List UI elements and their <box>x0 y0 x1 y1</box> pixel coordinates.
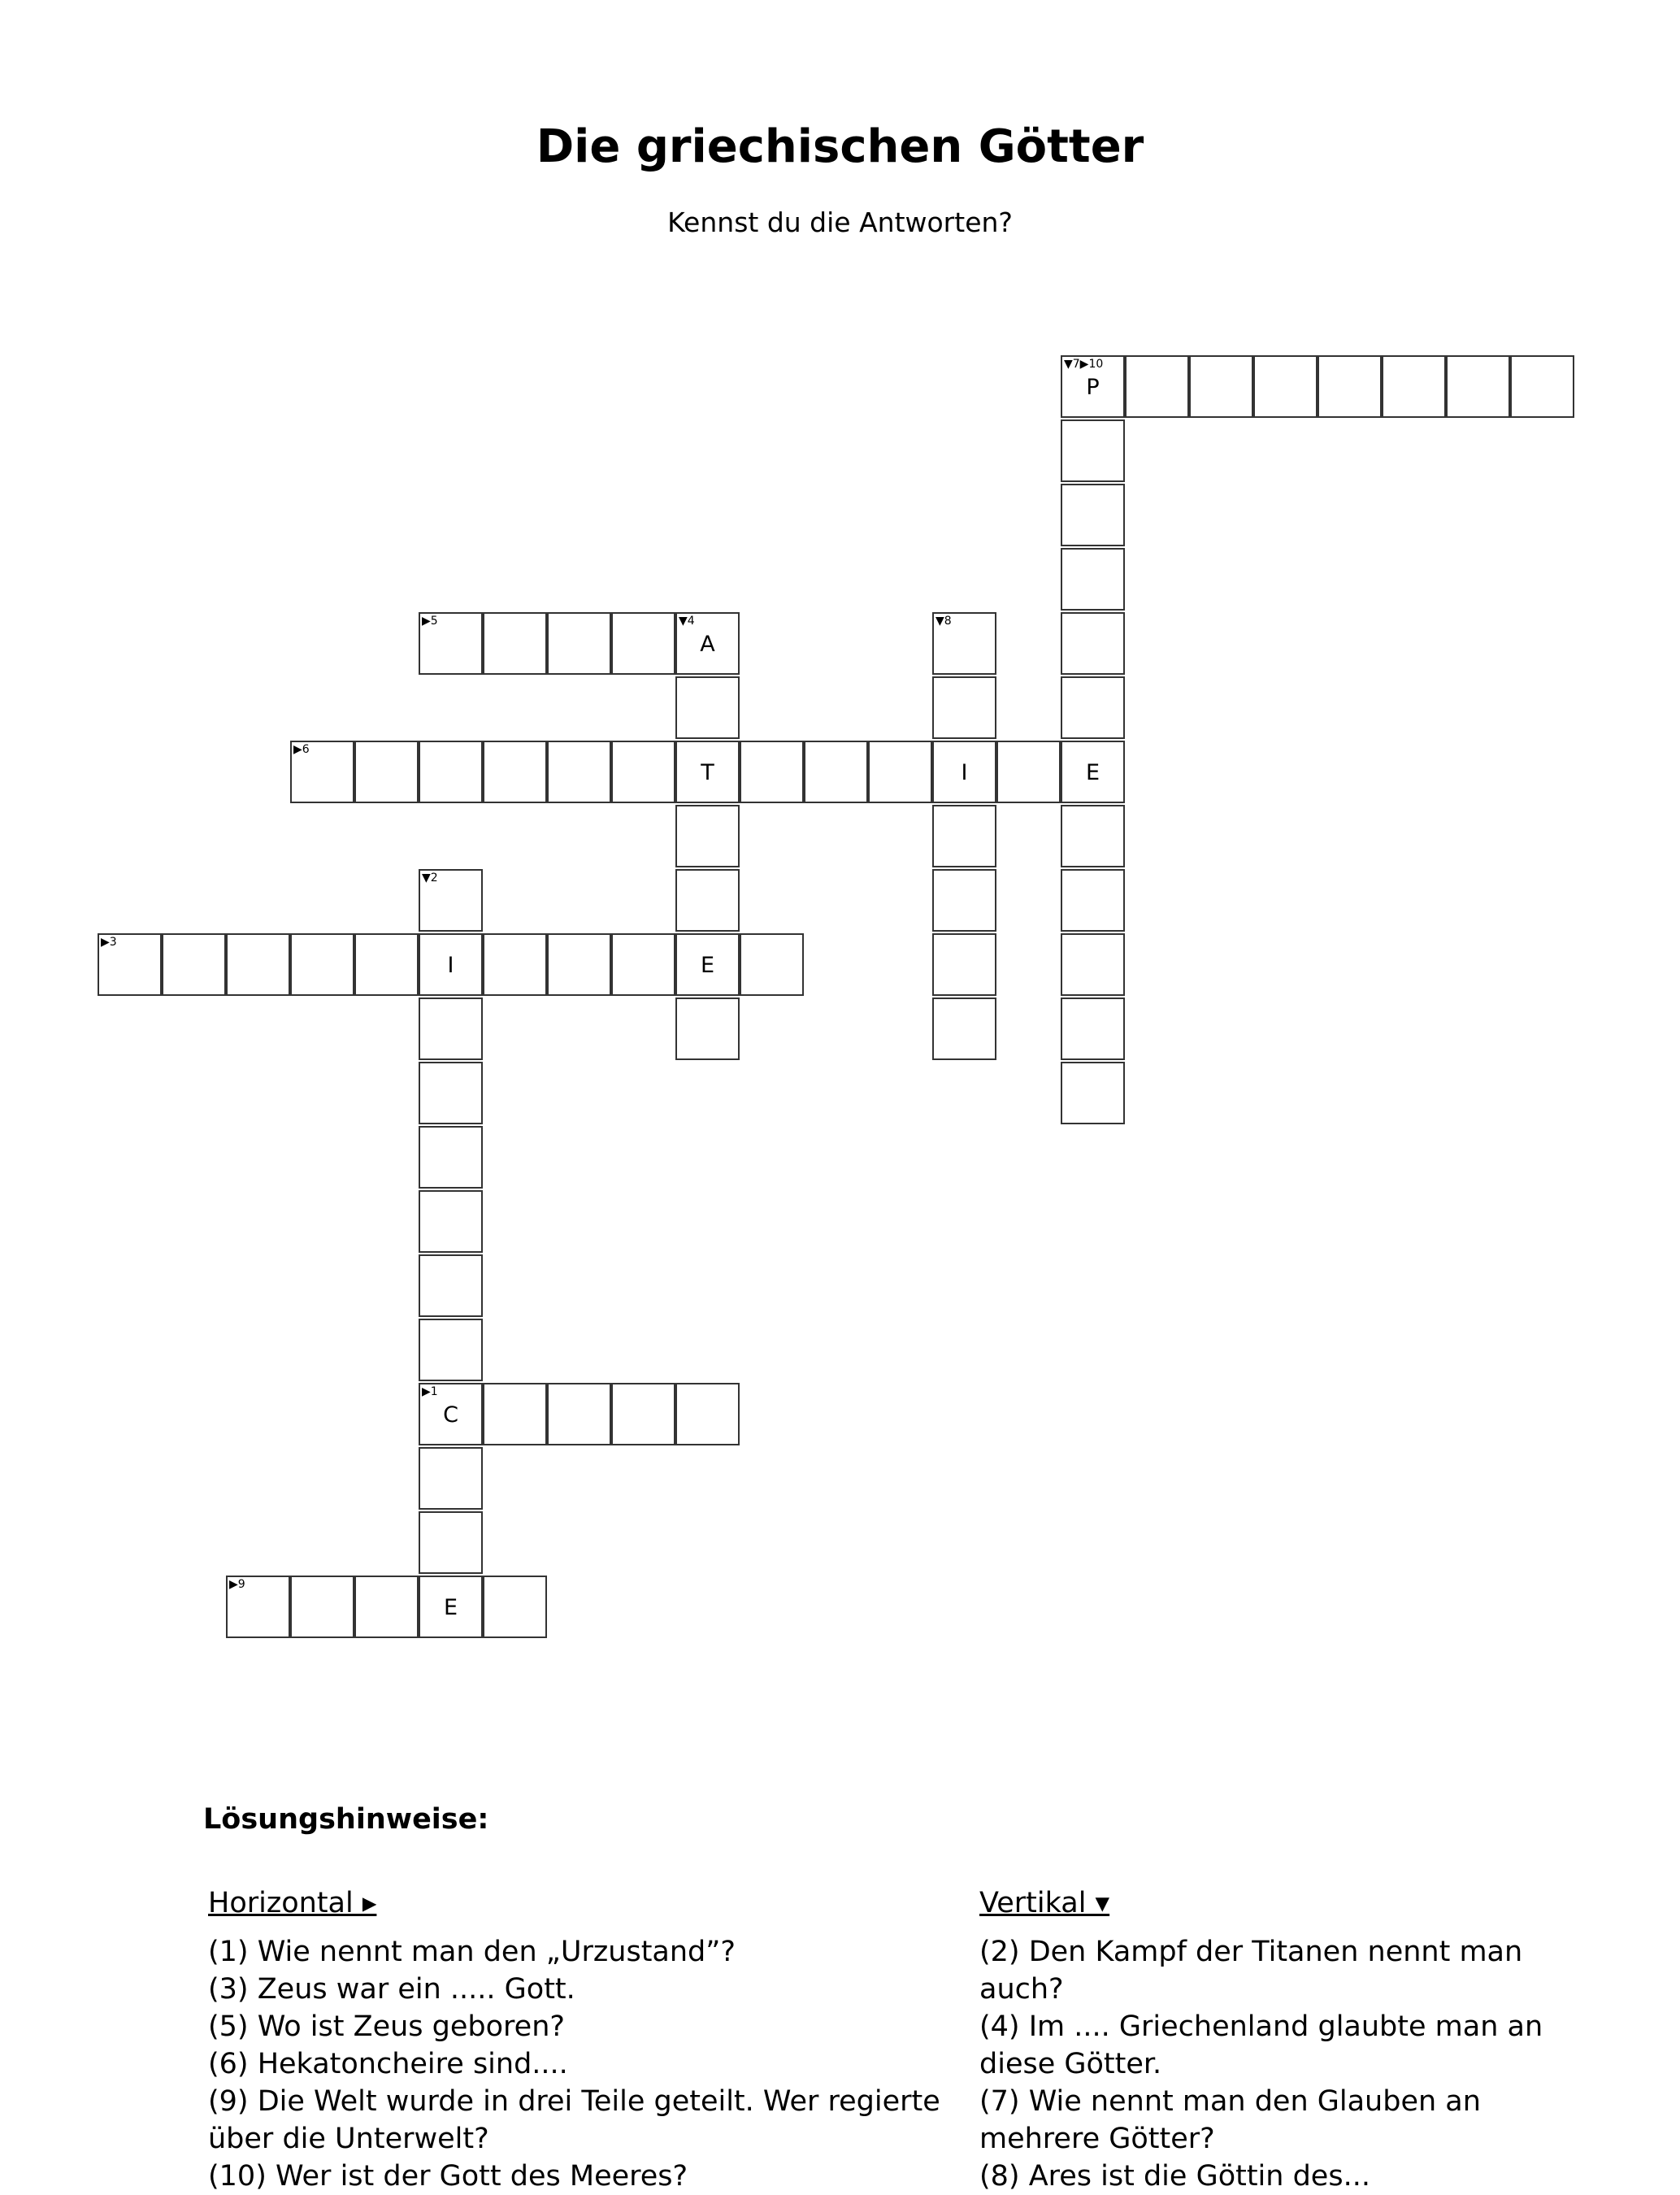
crossword-cell[interactable] <box>675 998 740 1060</box>
crossword-cell[interactable] <box>1061 869 1125 932</box>
crossword-cell[interactable] <box>804 741 868 803</box>
crossword-cell[interactable] <box>675 612 740 675</box>
crossword-cell[interactable] <box>483 1576 547 1638</box>
crossword-cell[interactable] <box>611 933 675 996</box>
crossword-cell[interactable] <box>1189 355 1253 418</box>
horizontal-clues <box>208 1884 956 2195</box>
clue-number: ▼4 <box>679 615 695 628</box>
crossword-cell[interactable] <box>1061 419 1125 482</box>
crossword-cell[interactable] <box>290 741 354 803</box>
given-letter: P <box>1086 375 1100 400</box>
clue-horizontal-1: (1) Wie nennt man den „Urzustand”? <box>208 1936 736 1968</box>
crossword-cell[interactable] <box>1510 355 1574 418</box>
crossword-cell[interactable] <box>419 612 483 675</box>
vertical-clues <box>979 1884 1565 2195</box>
crossword-cell[interactable] <box>419 1254 483 1317</box>
crossword-cell[interactable] <box>483 741 547 803</box>
crossword-cell[interactable] <box>483 1383 547 1445</box>
clue-vertical-7: (7) Wie nennt man den Glauben an mehrere Götter? <box>979 2085 1481 2155</box>
crossword-cell[interactable] <box>419 998 483 1060</box>
crossword-cell[interactable] <box>932 676 996 739</box>
crossword-cell[interactable] <box>675 869 740 932</box>
given-letter: C <box>443 1402 458 1428</box>
crossword-cell[interactable] <box>1061 355 1125 418</box>
crossword-cell[interactable] <box>419 1576 483 1638</box>
crossword-cell[interactable] <box>1061 998 1125 1060</box>
crossword-cell[interactable] <box>354 1576 419 1638</box>
clue-number: ▼7▶10 <box>1064 358 1104 371</box>
crossword-cell[interactable] <box>98 933 162 996</box>
clue-vertical-4: (4) Im .... Griechenland glaubte man an diese Götter. <box>979 2010 1543 2080</box>
crossword-cell[interactable] <box>1061 548 1125 611</box>
clue-horizontal-5: (5) Wo ist Zeus geboren? <box>208 2010 565 2043</box>
clue-number: ▼8 <box>936 615 952 628</box>
crossword-cell[interactable] <box>290 933 354 996</box>
given-letter: A <box>700 632 715 657</box>
crossword-cell[interactable] <box>419 1319 483 1381</box>
given-letter: T <box>701 760 714 785</box>
crossword-cell[interactable] <box>740 741 804 803</box>
crossword-cell[interactable] <box>1382 355 1446 418</box>
crossword-cell[interactable] <box>1253 355 1318 418</box>
given-letter: E <box>443 1595 458 1620</box>
crossword-cell[interactable] <box>675 933 740 996</box>
crossword-cell[interactable] <box>547 933 611 996</box>
crossword-cell[interactable] <box>419 1126 483 1189</box>
clue-number: ▼2 <box>422 871 438 885</box>
vertical-heading: Vertikal ▾ <box>979 1887 1110 1919</box>
clue-vertical-8: (8) Ares ist die Göttin des... <box>979 2160 1370 2193</box>
crossword-cell[interactable] <box>1061 933 1125 996</box>
crossword-cell[interactable] <box>1061 484 1125 546</box>
crossword-cell[interactable] <box>932 869 996 932</box>
crossword-cell[interactable] <box>1061 676 1125 739</box>
crossword-cell[interactable] <box>675 805 740 867</box>
given-letter: I <box>447 953 454 978</box>
crossword-cell[interactable] <box>675 1383 740 1445</box>
crossword-cell[interactable] <box>547 741 611 803</box>
crossword-cell[interactable] <box>354 741 419 803</box>
crossword-cell[interactable] <box>419 1383 483 1445</box>
clue-horizontal-3: (3) Zeus war ein ..... Gott. <box>208 1973 575 2006</box>
crossword-cell[interactable] <box>611 612 675 675</box>
crossword-cell[interactable] <box>547 612 611 675</box>
crossword-cell[interactable] <box>483 612 547 675</box>
clue-number: ▶1 <box>422 1385 438 1398</box>
crossword-cell[interactable] <box>419 1190 483 1253</box>
clue-number: ▶9 <box>229 1578 245 1591</box>
crossword-cell[interactable] <box>996 741 1061 803</box>
crossword-cell[interactable] <box>932 612 996 675</box>
crossword-cell[interactable] <box>226 933 290 996</box>
horizontal-heading: Horizontal ▸ <box>208 1887 377 1919</box>
crossword-cell[interactable] <box>1125 355 1189 418</box>
crossword-cell[interactable] <box>932 933 996 996</box>
crossword-cell[interactable] <box>932 998 996 1060</box>
page-title: Die griechischen Götter <box>536 120 1144 173</box>
clue-number: ▶5 <box>422 615 438 628</box>
crossword-cell[interactable] <box>419 1062 483 1124</box>
crossword-cell[interactable] <box>932 805 996 867</box>
given-letter: E <box>700 953 715 978</box>
crossword-cell[interactable] <box>419 1511 483 1574</box>
crossword-cell[interactable] <box>1061 805 1125 867</box>
crossword-cell[interactable] <box>611 741 675 803</box>
crossword-cell[interactable] <box>675 741 740 803</box>
crossword-cell[interactable] <box>419 869 483 932</box>
crossword-cell[interactable] <box>354 933 419 996</box>
crossword-cell[interactable] <box>419 1447 483 1510</box>
clue-horizontal-9: (9) Die Welt wurde in drei Teile geteilt. Wer regierte über die Unterwelt? <box>208 2085 940 2155</box>
page-subtitle: Kennst du die Antworten? <box>667 206 1013 238</box>
crossword-cell[interactable] <box>740 933 804 996</box>
crossword-cell[interactable] <box>1061 1062 1125 1124</box>
given-letter: I <box>961 760 968 785</box>
crossword-cell[interactable] <box>932 741 996 803</box>
crossword-cell[interactable] <box>675 676 740 739</box>
crossword-cell[interactable] <box>1061 612 1125 675</box>
crossword-cell[interactable] <box>290 1576 354 1638</box>
crossword-cell[interactable] <box>868 741 932 803</box>
crossword-cell[interactable] <box>611 1383 675 1445</box>
given-letter: E <box>1085 760 1100 785</box>
hints-title: Lösungshinweise: <box>203 1803 489 1836</box>
crossword-cell[interactable] <box>1318 355 1382 418</box>
crossword-cell[interactable] <box>1446 355 1510 418</box>
clue-horizontal-6: (6) Hekatoncheire sind.... <box>208 2048 568 2080</box>
crossword-cell[interactable] <box>162 933 226 996</box>
crossword-cell[interactable] <box>226 1576 290 1638</box>
crossword-cell[interactable] <box>1061 741 1125 803</box>
clue-number: ▶3 <box>101 936 117 949</box>
clue-vertical-2: (2) Den Kampf der Titanen nennt man auch? <box>979 1936 1523 2006</box>
crossword-cell[interactable] <box>547 1383 611 1445</box>
crossword-cell[interactable] <box>419 933 483 996</box>
clue-horizontal-10: (10) Wer ist der Gott des Meeres? <box>208 2160 688 2193</box>
clue-number: ▶6 <box>293 743 310 756</box>
crossword-cell[interactable] <box>419 741 483 803</box>
crossword-cell[interactable] <box>483 933 547 996</box>
